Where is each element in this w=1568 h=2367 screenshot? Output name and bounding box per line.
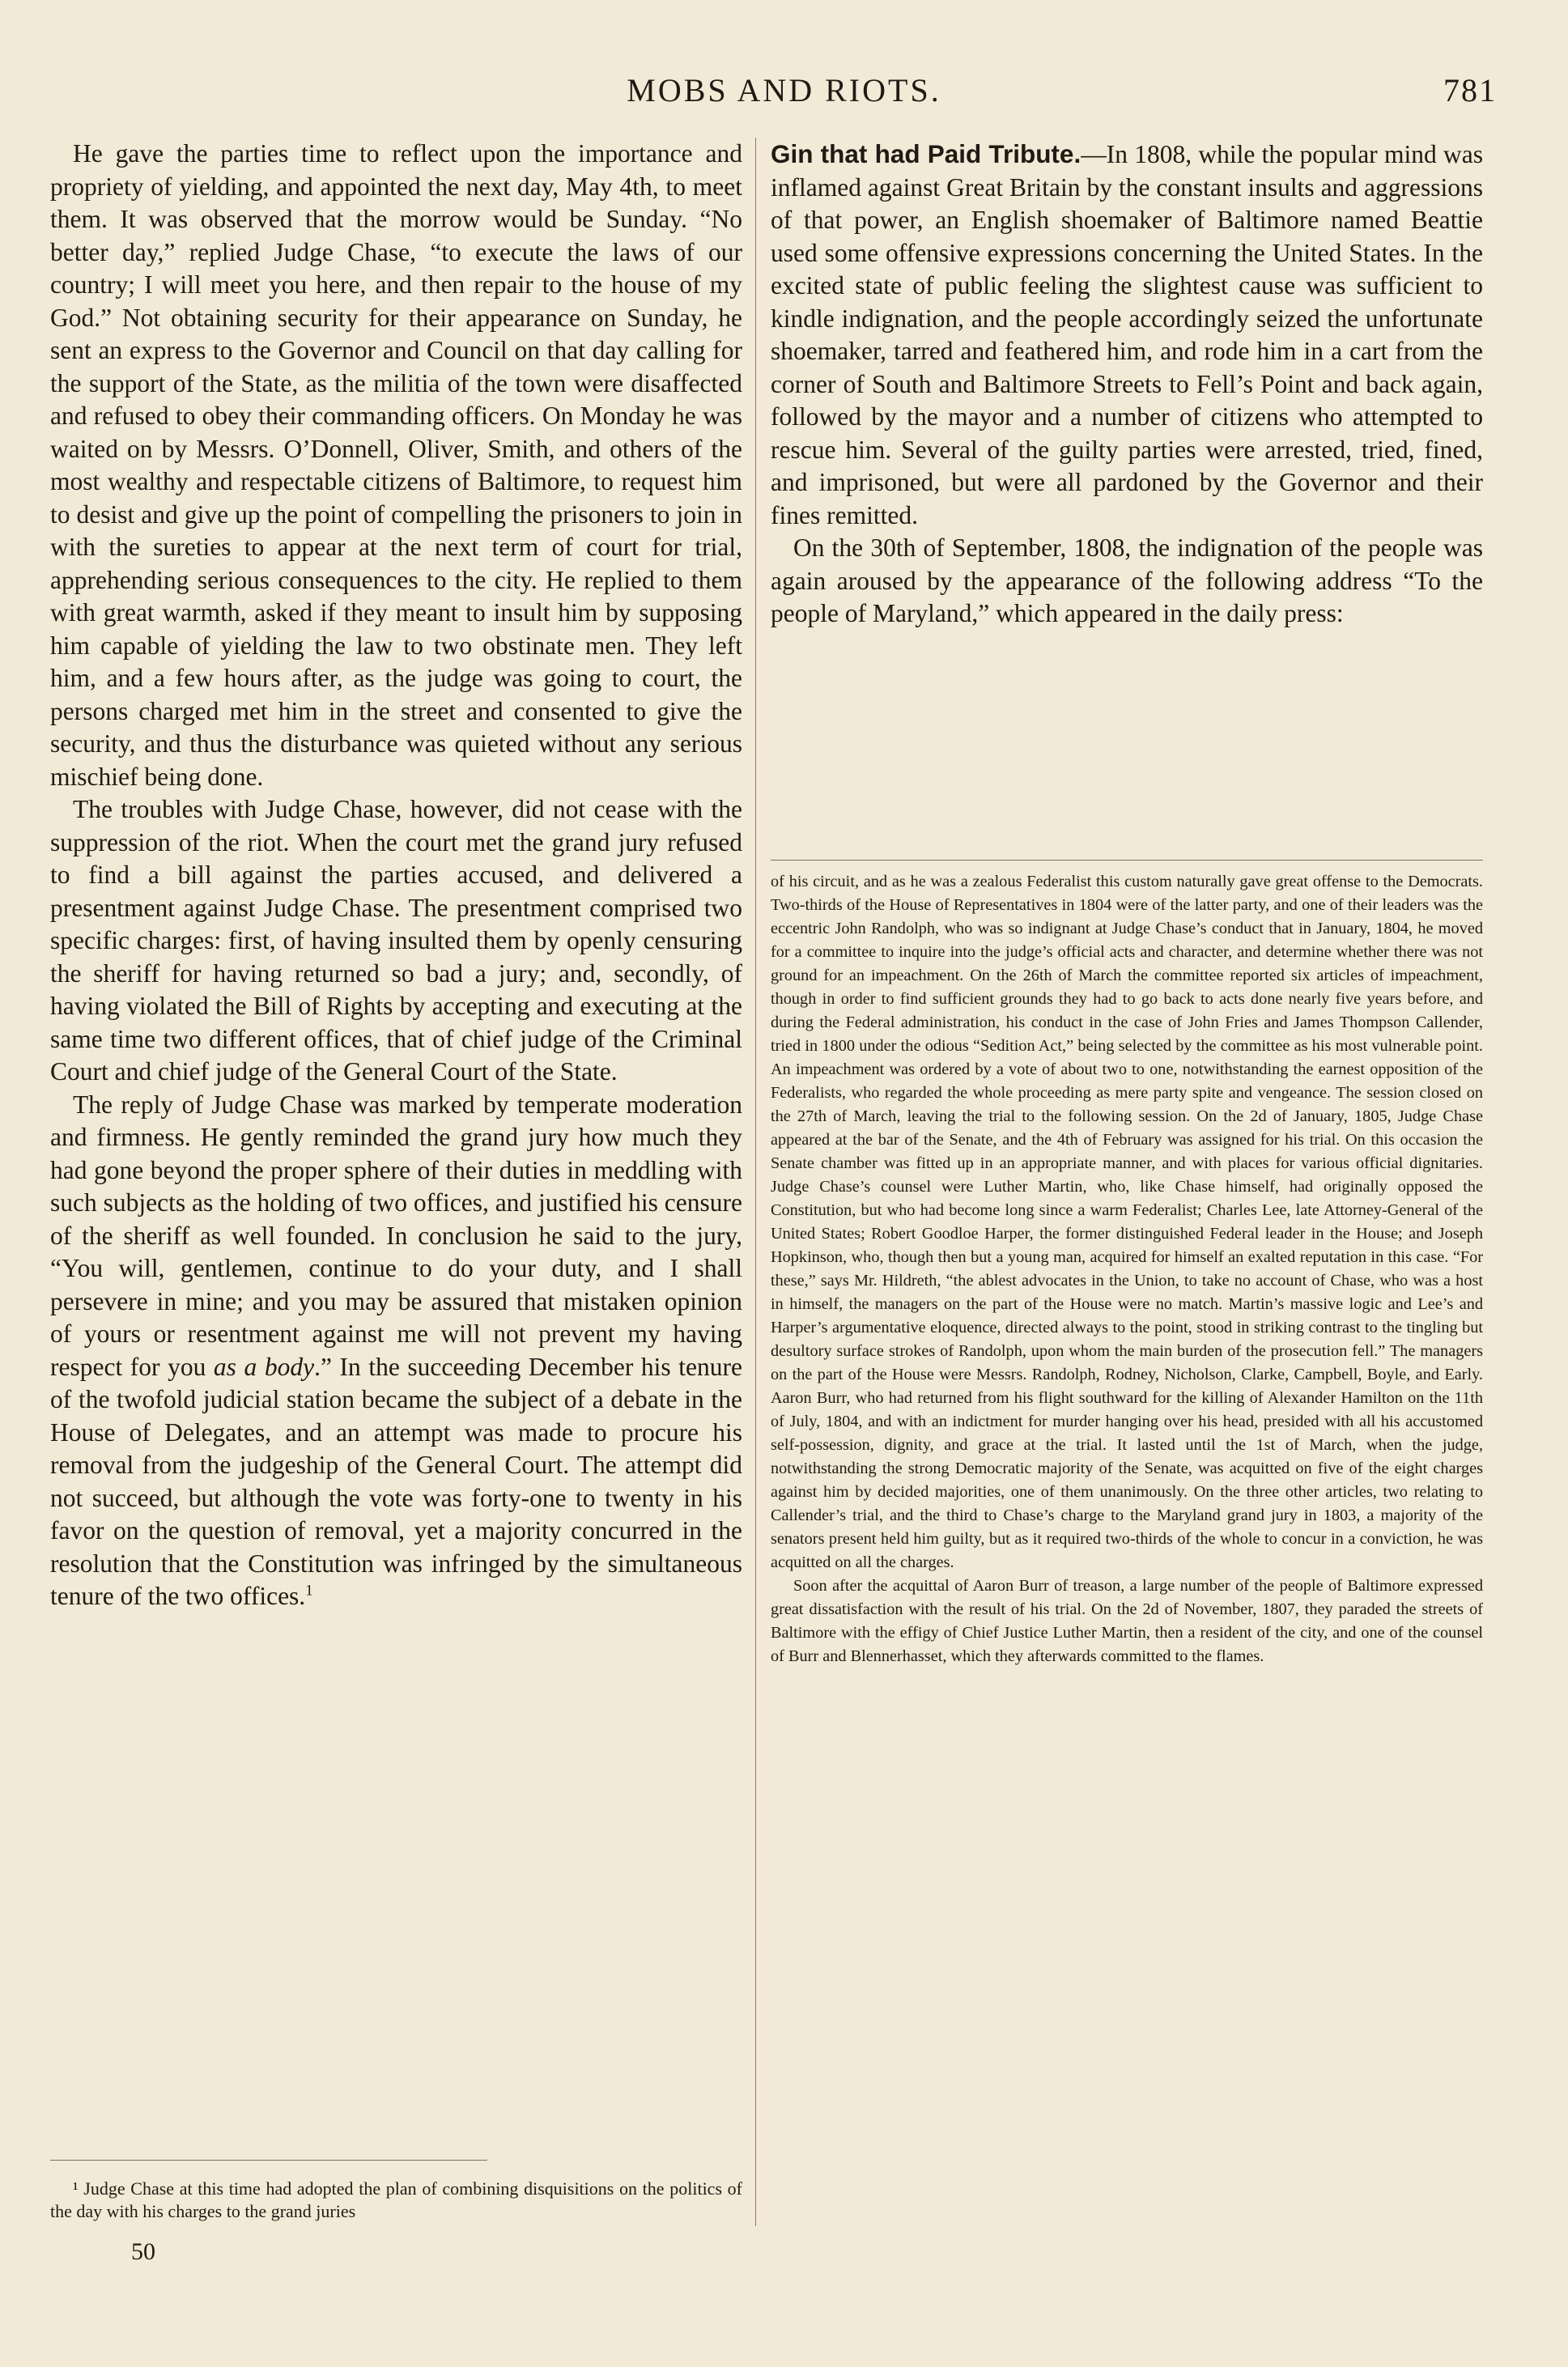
column-divider: [755, 138, 756, 2226]
body-paragraph: The troubles with Judge Chase, however, did not cease with the suppression of the riot. When the court met the grand jury refused to find a bill against the parties accused, and delivered a presentment against Judge Chase. The presentment comprised two specific charges: first, of having insulted them by openly censuring the sheriff for having returned so bad a jury; and, secondly, of having violated the Bill of Rights by accepting and executing at the same time two different offices, that of chief judge of the Criminal Court and chief judge of the General Court of the State.: [50, 795, 742, 1086]
footnote-rule: [771, 860, 1483, 861]
section-heading: Gin that had Paid Tribute.: [771, 139, 1081, 168]
footnote: [50, 2178, 742, 2223]
running-head: [0, 71, 1568, 120]
footnote-text: Soon after the acquittal of Aaron Burr of treason, a large number of the people of Baltimore expressed great dissatisfaction with the result of his trial. On the 2d of November, 1807, they paraded the streets of Baltimore with the effigy of Chief Justice Luther Martin, then a resident of the city, and one of the counsel of Burr and Blennerhasset, which they afterwards committed to the flames.: [771, 1577, 1483, 1665]
footnote-rule: [50, 2160, 487, 2161]
footnote-text: of his circuit, and as he was a zealous Federalist this custom naturally gave great offense to the Democrats. Two-thirds of the House of Representatives in 1804 were of the latter party, and one of their leaders was the eccentric John Randolph, who was so indignant at Judge Chase’s conduct that in January, 1804, he moved for a committee to inquire into the judge’s official acts and character, and determine whether there was not ground for an impeachment. On the 26th of March the committee reported six articles of impeachment, though in order to find sufficient grounds they had to go back to acts done nearly five years before, and during the Federal administration, his conduct in the case of John Fries and James Thompson Callender, tried in 1800 under the odious “Sedition Act,” being selected by the committee as his most vulnerable point. An impeachment was ordered by a vote of about two to one, notwithstanding the earnest opposition of the Federalists, who regarded the whole proceeding as mere party spite and vengeance. The session closed on the 27th of March, leaving the trial to the following session. On the 2d of January, 1805, Judge Chase appeared at the bar of the Senate, and the 4th of February was assigned for his trial. On this occasion the Senate chamber was fitted up in an appropriate manner, and with places for various official dignitaries. Judge Chase’s counsel were Luther Martin, who, like Chase himself, had originally opposed the Constitution, but who had become long since a warm Federalist; Charles Lee, late Attorney-General of the United States; Robert Goodloe Harper, the former distinguished Federal leader in the House; and Joseph Hopkinson, who, though then but a young man, acquired for himself an exalted reputation in this case. “For these,” says Mr. Hildreth, “the ablest advocates in the Union, to take no account of Chase, who was a host in himself, the managers on the part of the House were no match. Martin’s massive logic and Lee’s and Harper’s argumentative eloquence, directed always to the point, stood in striking contrast to the tingling but desultory surface strokes of Randolph, upon whom the main burden of the prosecution fell.” The managers on the part of the House were Messrs. Randolph, Rodney, Nicholson, Clarke, Campbell, Boyle, and Early. Aaron Burr, who had returned from his flight southward for the killing of Alexander Hamilton on the 11th of July, 1804, and with an indictment for murder hanging over his head, presided with all his accustomed self-possession, dignity, and grace at the trial. It lasted until the 1st of March, when the judge, notwithstanding the strong Democratic majority of the Senate, was acquitted on five of the eight charges against him by decided majorities, one of them unanimously. On the three other articles, two relating to Callender’s trial, and the third to Chase’s charge to the Maryland grand jury in 1803, a majority of the senators present held him guilty, but as it required two-thirds of the whole to concur in a conviction, he was acquitted on all the charges.: [771, 873, 1483, 1571]
left-column: [50, 138, 742, 2178]
footnote-continuation: [771, 870, 1483, 1668]
body-paragraph: [771, 138, 1483, 532]
body-paragraph: He gave the parties time to reflect upon the importance and propriety of yielding, and appointed the next day, May 4th, to meet them. It was observed that the morrow would be Sunday. “No better day,” replied Judge Chase, “to execute the laws of our country; I will meet you here, and then repair to the house of my God.” Not obtaining security for their appearance on Sunday, he sent an express to the Governor and Council on that day calling for the support of the State, as the militia of the town were disaffected and refused to obey their commanding officers. On Monday he was waited on by Messrs. O’Donnell, Oliver, Smith, and others of the most wealthy and respectable citizens of Baltimore, to request him to desist and give up the point of compelling the prisoners to join in with the sureties to appear at the next term of court for trial, apprehending serious consequences to the city. He replied to them with great warmth, asked if they meant to insult him by supposing him capable of yielding the law to two obstinate men. They left him, and a few hours after, as the judge was going to court, the persons charged met him in the street and consented to give the security, and thus the disturbance was quieted without any serious mischief being done.: [50, 139, 742, 791]
page-title: MOBS AND RIOTS.: [627, 72, 941, 108]
body-paragraph: On the 30th of September, 1808, the indignation of the people was again aroused by the appearance of the following address “To the people of Maryland,” which appeared in the daily press:: [771, 533, 1483, 627]
paragraph-text: .” In the succeeding December his tenure of the twofold judicial station became the subject of a debate in the House of Delegates, and an attempt was made to procure his removal from the judgeship of the General Court. The attempt did not succeed, but although the vote was forty-one to twenty in his favor on the question of removal, yet a majority concurred in the resolution that the Constitution was infringed by the simultaneous tenure of the two offices.: [50, 1352, 742, 1610]
signature-mark: 50: [131, 2238, 155, 2265]
paragraph-text: —In 1808, while the popular mind was inflamed against Great Britain by the constant insults and aggressions of that power, an English shoemaker of Baltimore named Beattie used some offensive expressions concerning the United States. In the excited state of public feeling the slightest cause was sufficient to kindle indignation, and the people accordingly seized the unfortunate shoemaker, tarred and feathered him, and rode him in a cart from the corner of South and Baltimore Streets to Fell’s Point and back again, followed by the mayor and a number of citizens who attempted to rescue him. Several of the guilty parties were arrested, tried, fined, and imprisoned, but were all pardoned by the Governor and their fines remitted.: [771, 140, 1484, 529]
italic-phrase: as a body: [213, 1352, 315, 1381]
footnote-marker: 1: [305, 1582, 313, 1600]
paragraph-text: The reply of Judge Chase was marked by temperate moderation and firmness. He gently reminded the grand jury how much they had gone beyond the proper sphere of their duties in meddling with such subjects as the holding of two offices, and justified his censure of the sheriff as well founded. In conclusion he said to the jury, “You will, gentlemen, continue to do your duty, and I shall persevere in mine; and you may be assured that mistaken opinion of yours or resentment against me will not prevent my having respect for you: [50, 1090, 742, 1381]
body-paragraph: [50, 1089, 742, 1613]
footnote-text: ¹ Judge Chase at this time had adopted the plan of combining disquisitions on the politics of the day with his charges to the grand juries: [50, 2178, 742, 2221]
page-number: 781: [1443, 72, 1497, 108]
